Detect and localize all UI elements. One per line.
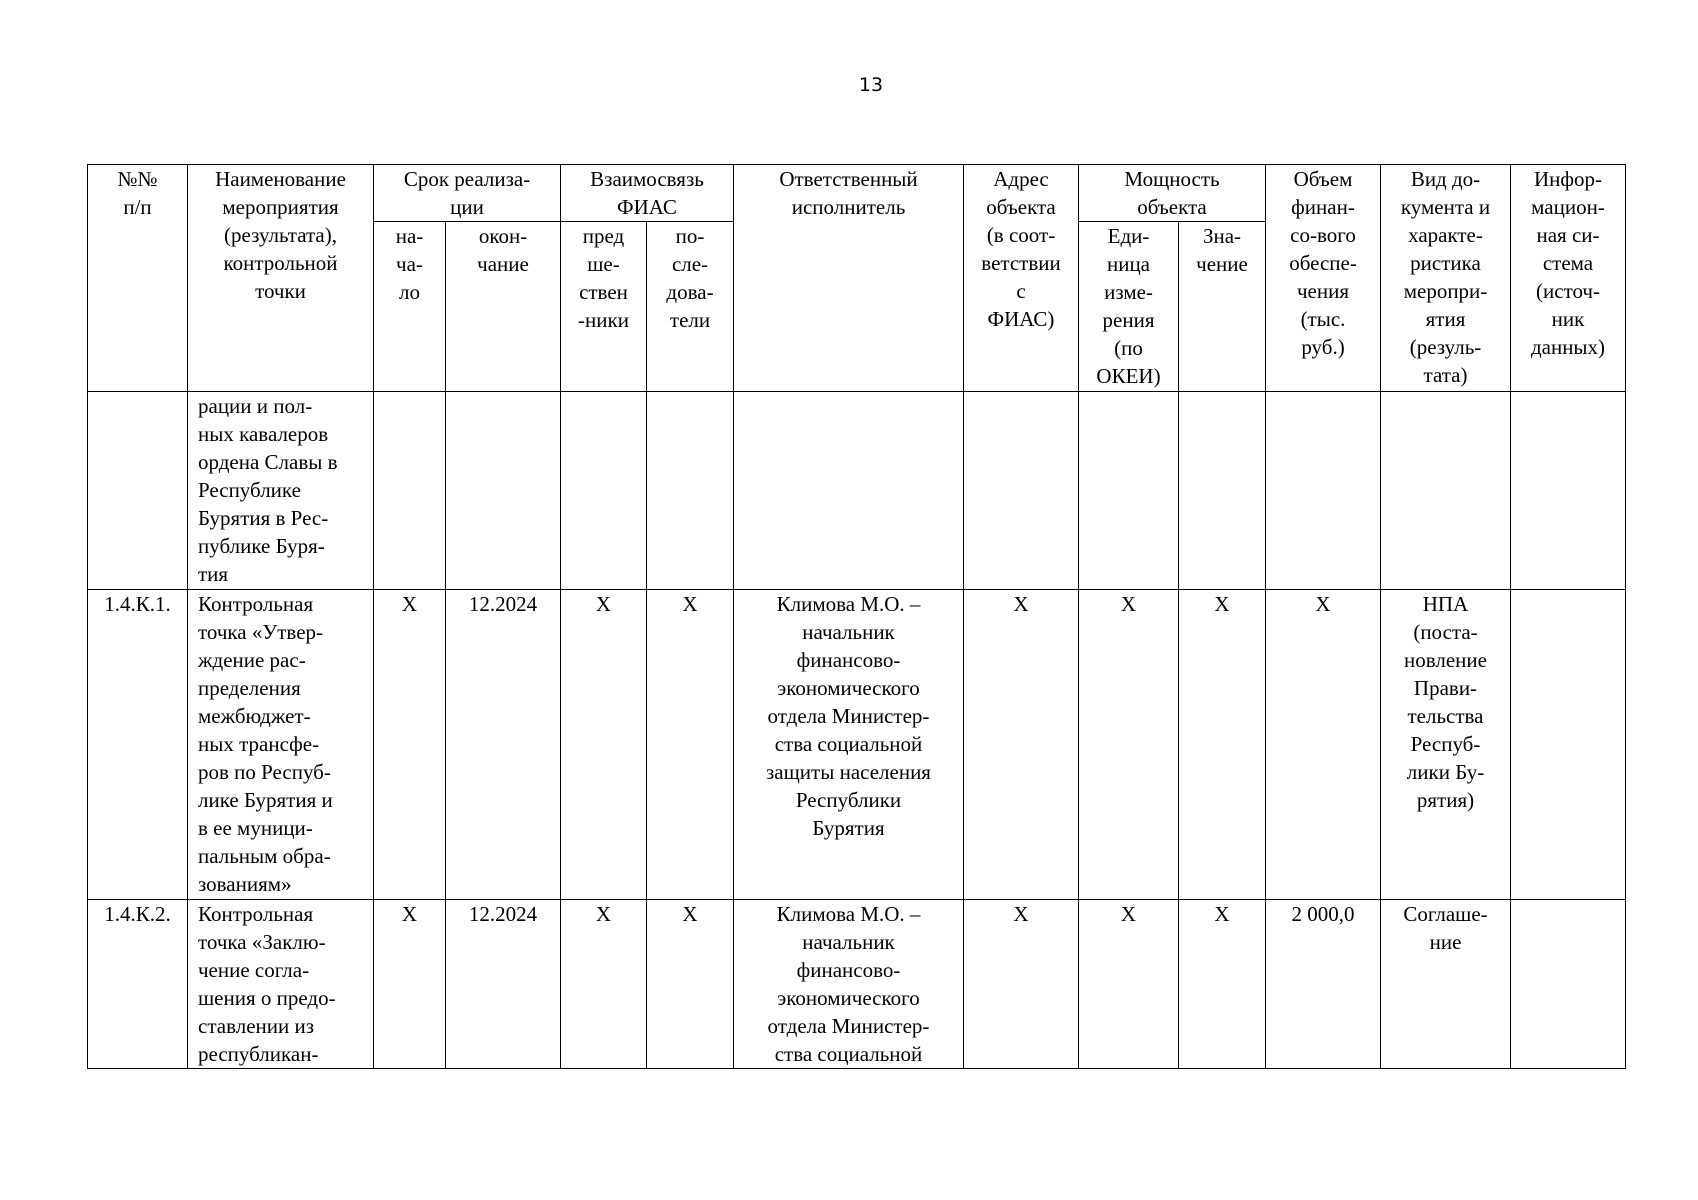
row-end: 12.2024	[446, 900, 561, 1069]
header-term-start: на- ча- ло	[374, 222, 446, 392]
activities-table	[87, 164, 1626, 1069]
row-name: Контрольная точка «Утвер- ждение рас- пределения межбюджет- ных трансфе- ров по Респуб- лике Бурятия и в ее муници- пальным обра- зованиям»	[188, 590, 374, 900]
row-doc-type: Соглаше- ние	[1381, 900, 1511, 1069]
row-start	[374, 392, 446, 590]
header-fias-prev: пред ше- ствен -ники	[561, 222, 647, 392]
row-responsible	[734, 392, 964, 590]
header-value: Зна- чение	[1179, 222, 1266, 392]
header-unit: Еди- ница изме- рения (по ОКЕИ)	[1079, 222, 1179, 392]
header-fias-link: Взаимосвязь ФИАС	[561, 165, 734, 222]
row-name: Контрольная точка «Заклю- чение согла- шения о предо- ставлении из республикан-	[188, 900, 374, 1069]
row-next: X	[647, 590, 734, 900]
row-num: 1.4.К.2.	[88, 900, 188, 1069]
row-end: 12.2024	[446, 590, 561, 900]
header-name: Наименование мероприятия (результата), контрольной точки	[188, 165, 374, 392]
row-info-system	[1511, 392, 1626, 590]
row-address: X	[964, 590, 1079, 900]
row-num	[88, 392, 188, 590]
row-info-system	[1511, 900, 1626, 1069]
row-value: X	[1179, 900, 1266, 1069]
table-row	[88, 392, 1626, 590]
header-fias-next: по- сле- дова- тели	[647, 222, 734, 392]
row-name: рации и пол- ных кавалеров ордена Славы в Республике Бурятия в Рес- публике Буря- тия	[188, 392, 374, 590]
header-responsible: Ответственный исполнитель	[734, 165, 964, 392]
row-responsible: Климова М.О. – начальник финансово- экономического отдела Министер- ства социальной	[734, 900, 964, 1069]
row-prev	[561, 392, 647, 590]
row-num: 1.4.К.1.	[88, 590, 188, 900]
row-doc-type	[1381, 392, 1511, 590]
table-body	[88, 392, 1626, 1069]
row-prev: X	[561, 900, 647, 1069]
page-number: 13	[858, 74, 884, 96]
row-unit	[1079, 392, 1179, 590]
table-header	[88, 165, 1626, 392]
header-term: Срок реализа- ции	[374, 165, 561, 222]
row-end	[446, 392, 561, 590]
row-start: X	[374, 900, 446, 1069]
table-row	[88, 900, 1626, 1069]
row-address	[964, 392, 1079, 590]
row-next	[647, 392, 734, 590]
row-prev: X	[561, 590, 647, 900]
header-doc-type: Вид до- кумента и характе- ристика меропри- ятия (резуль- тата)	[1381, 165, 1511, 392]
row-value	[1179, 392, 1266, 590]
header-info-system: Инфор- мацион- ная си- стема (источ- ник данных)	[1511, 165, 1626, 392]
row-next: X	[647, 900, 734, 1069]
header-finance: Объем финан- со-вого обеспе- чения (тыс. руб.)	[1266, 165, 1381, 392]
row-info-system	[1511, 590, 1626, 900]
row-finance: X	[1266, 590, 1381, 900]
header-capacity: Мощность объекта	[1079, 165, 1266, 222]
row-finance: 2 000,0	[1266, 900, 1381, 1069]
row-address: X	[964, 900, 1079, 1069]
header-address: Адрес объекта (в соот- ветствии с ФИАС)	[964, 165, 1079, 392]
row-value: X	[1179, 590, 1266, 900]
row-finance	[1266, 392, 1381, 590]
table-row	[88, 590, 1626, 900]
header-term-end: окон- чание	[446, 222, 561, 392]
row-start: X	[374, 590, 446, 900]
header-num: №№ п/п	[88, 165, 188, 392]
row-unit: X	[1079, 590, 1179, 900]
row-responsible: Климова М.О. – начальник финансово- экономического отдела Министер- ства социальной защиты населения Республики Бурятия	[734, 590, 964, 900]
row-unit: X	[1079, 900, 1179, 1069]
row-doc-type: НПА (поста- новление Прави- тельства Респуб- лики Бу- рятия)	[1381, 590, 1511, 900]
